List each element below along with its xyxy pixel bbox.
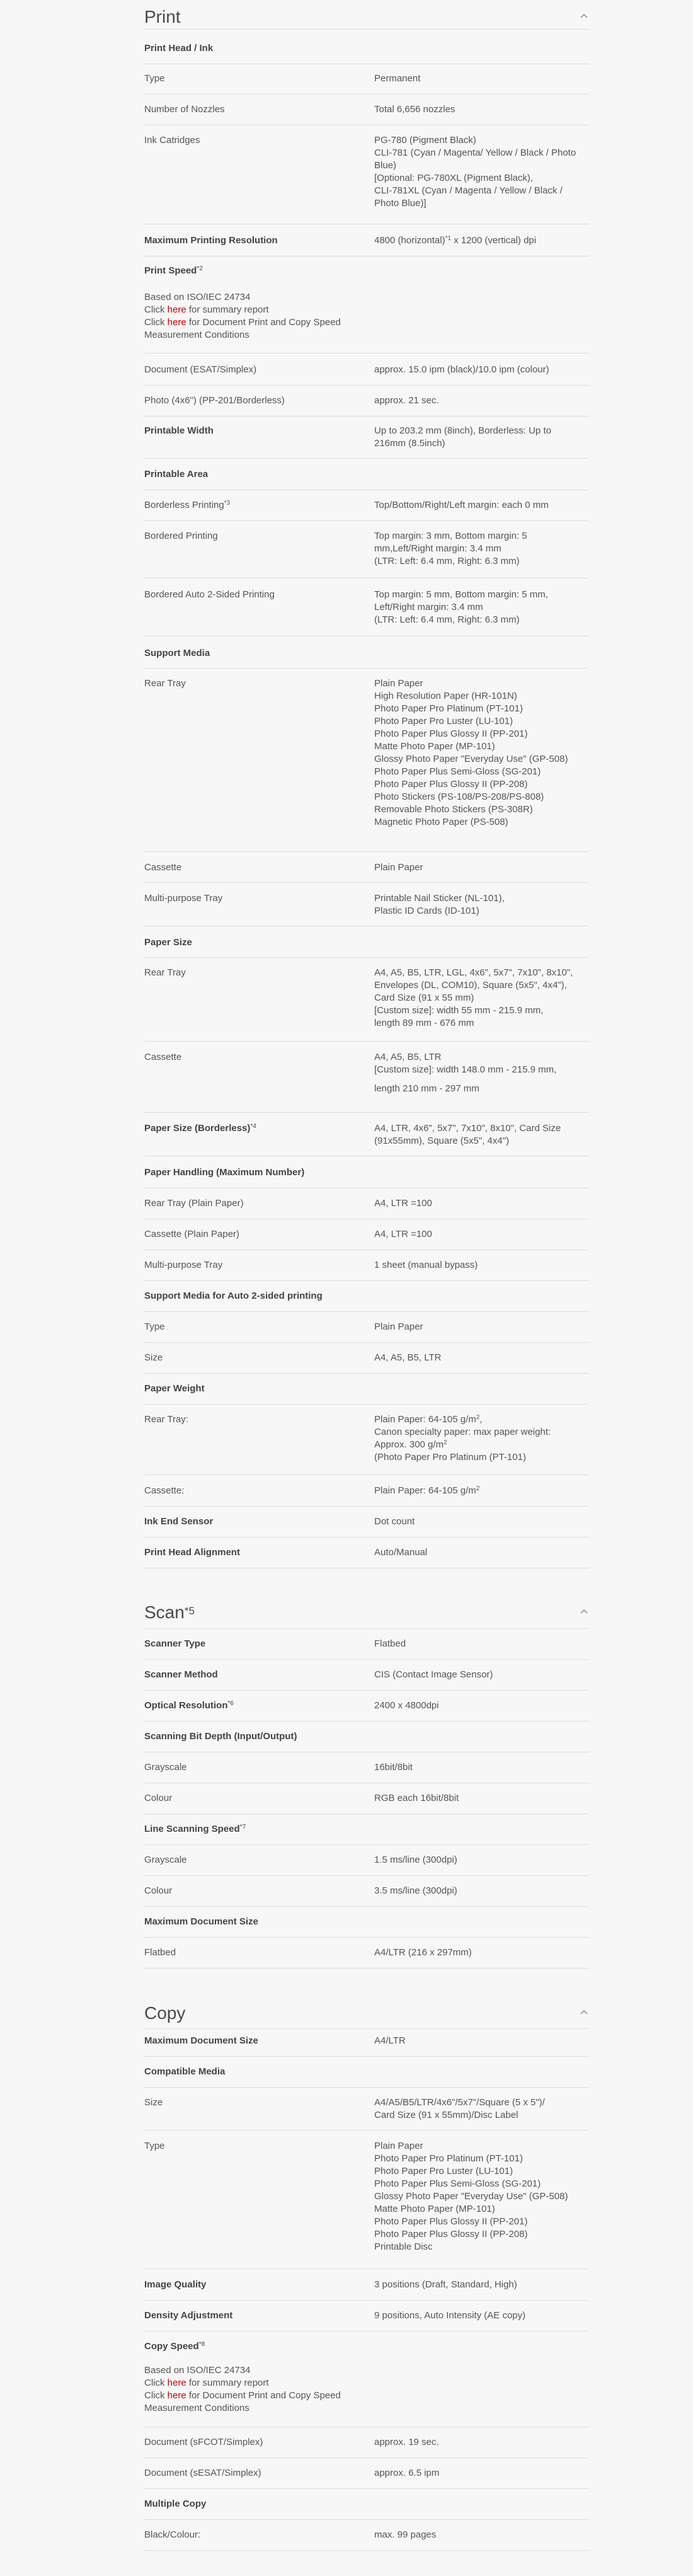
chevron-up-icon[interactable]: [580, 1608, 588, 1616]
section-header-scan[interactable]: [144, 1598, 589, 1623]
chevron-up-icon[interactable]: [580, 13, 588, 20]
measurement-conditions-link[interactable]: here: [167, 317, 186, 328]
spec-page: Print Print Head / Ink Type Permanent Number of Nozzles Total 6,656 nozzles Ink Catridges PG-780 (Pigment Black) CLI-781 (Cyan / Magenta/ Yellow / Black / Photo Blue) [Optional: PG-780XL (Pigment Black), CLI-781XL (Cyan / Magenta / Yellow / Black / Photo Blue)] Maximum Printing Resolution 4800 (horizontal)$^{*1}$ x 1200 (vertical) dpi Print Speed$^{*2}$ Based on ISO/IEC 24734 Click here for summary report Click here for Document Print and Copy Speed Measurement Conditions Document (ESAT/Simplex) approx. 15.0 ipm (black)/10.0 ipm (colour) Photo (4x6") (PP-201/Borderless) approx. 21 sec. Printable Width Up to 203.2 mm (8inch), Borderless: Up to 216mm (8.5inch) Printable Area Borderless Printing$^{*3}$ Top/Bottom/Right/Left margin: each 0 mm Bordered Printing Top margin: 3 mm, Bottom margin: 5 mm,Left/Right margin: 3.4 mm (LTR: Left: 6.4 mm, Right: 6.3 mm) Bordered Auto 2-Sided Printing Top margin: 5 mm, Bottom margin: 5 mm, Left/Right margin: 3.4 mm (LTR: Left: 6.4 mm, Right: 6.3 mm) Support Media Rear Tray Plain Paper High Resolution Paper (HR-101N) Photo Paper Pro Platinum (PT-101) Photo Paper Pro Luster (LU-101) Photo Paper Plus Glossy II (PP-201) Matte Photo Paper (MP-101) Glossy Photo Paper "Everyday Use" (GP-508) Photo Paper Plus Semi-Gloss (SG-201) Photo Paper Plus Glossy II (PP-208) Photo Stickers (PS-108/PS-208/PS-808) Removable Photo Stickers (PS-308R) Magnetic Photo Paper (PS-508) Cassette Plain Paper Multi-purpose Tray Printable Nail Sticker (NL-101), Plastic ID Cards (ID-101) Paper Size Rear Tray A4, A5, B5, LTR, LGL, 4x6", 5x7", 7x10", 8x10", Envelopes (DL, COM10), Square (5x5", 4x4"), Card Size (91 x 55 mm) [Custom size]: width 55 mm - 215.9 mm, length 89 mm - 676 mm Cassette A4, A5, B5, LTR [Custom size]: width 148.0 mm - 215.9 mm, length 210 mm - 297 mm Paper Size (Borderless)$^{*4}$ A4, LTR, 4x6", 5x7", 7x10", 8x10", Card Size (91x55mm), Square (5x5", 4x4") Paper Handling (Maximum Number) Rear Tray (Plain Paper) A4, LTR =100 Cassette (Plain Paper) A4, LTR =100 Multi-purpose Tray 1 sheet (manual bypass) Support Media for Auto 2-sided printing Type Plain Paper Size A4, A5, B5, LTR Paper Weight Rear Tray: Plain Paper: 64-105 $g/m^2$, Canon specialty paper: max paper weight: Approx. 300 $g/m^2$ (Photo Paper Pro Platinum (PT-101) Cassette: Plain Paper: 64-105 $g/m^2$ Ink End Sensor Dot count Print Head Alignment Auto/Manual Scan$^{*5}$ Scanner Type Flatbed Scanner Method CIS (Contact Image Sensor) Optical Resolution$^{*6}$ 2400 x 4800dpi Scanning Bit Depth (Input/Output) Grayscale 16bit/8bit Colour RGB each 16bit/8bit Line Scanning Speed$^{*7}$ Grayscale 1.5 ms/line (300dpi) Colour 3.5 ms/line (300dpi) Maximum Document Size Flatbed A4/LTR (216 x 297mm) Copy Maximum Document Size A4/LTR Compatible Media Size A4/A5/B5/LTR/4x6"/5x7"/Square (5 x 5")/ Card Size (91 x 55mm)/Disc Label Type Plain Paper Photo Paper Pro Platinum (PT-101) Photo Paper Pro Luster (LU-101) Photo Paper Plus Semi-Gloss (SG-201) Glossy Photo Paper "Everyday Use" (GP-508) Matte Photo Paper (MP-101) Photo Paper Plus Glossy II (PP-201) Photo Paper Plus Glossy II (PP-208) Printable Disc Image Quality 3 positions (Draft, Standard, High) Density Adjustment 9 positions, Auto Intensity (AE copy) Copy Speed$^{*8}$ Based on ISO/IEC 24734 Click here for summary report Click here for Document Print and Copy Speed Measurement Conditions Document (sFCOT/Simplex) approx. 19 sec. Document (sESAT/Simplex) approx. 6.5 ipm Multiple Copy Black/Colour: max. 99 pages: [0, 0, 693, 2576]
copy-summary-report-link[interactable]: here: [167, 2378, 186, 2388]
section-title-print: Print: [144, 7, 181, 26]
summary-report-link[interactable]: here: [167, 304, 186, 315]
section-title-copy: Copy: [144, 2003, 186, 2023]
section-header-print[interactable]: [144, 3, 589, 28]
copy-measurement-conditions-link[interactable]: here: [167, 2390, 186, 2401]
section-title-scan: Scan$^{*5}$: [144, 1602, 195, 1622]
chevron-up-icon[interactable]: [580, 2009, 588, 2016]
section-header-copy[interactable]: [144, 1999, 589, 2024]
